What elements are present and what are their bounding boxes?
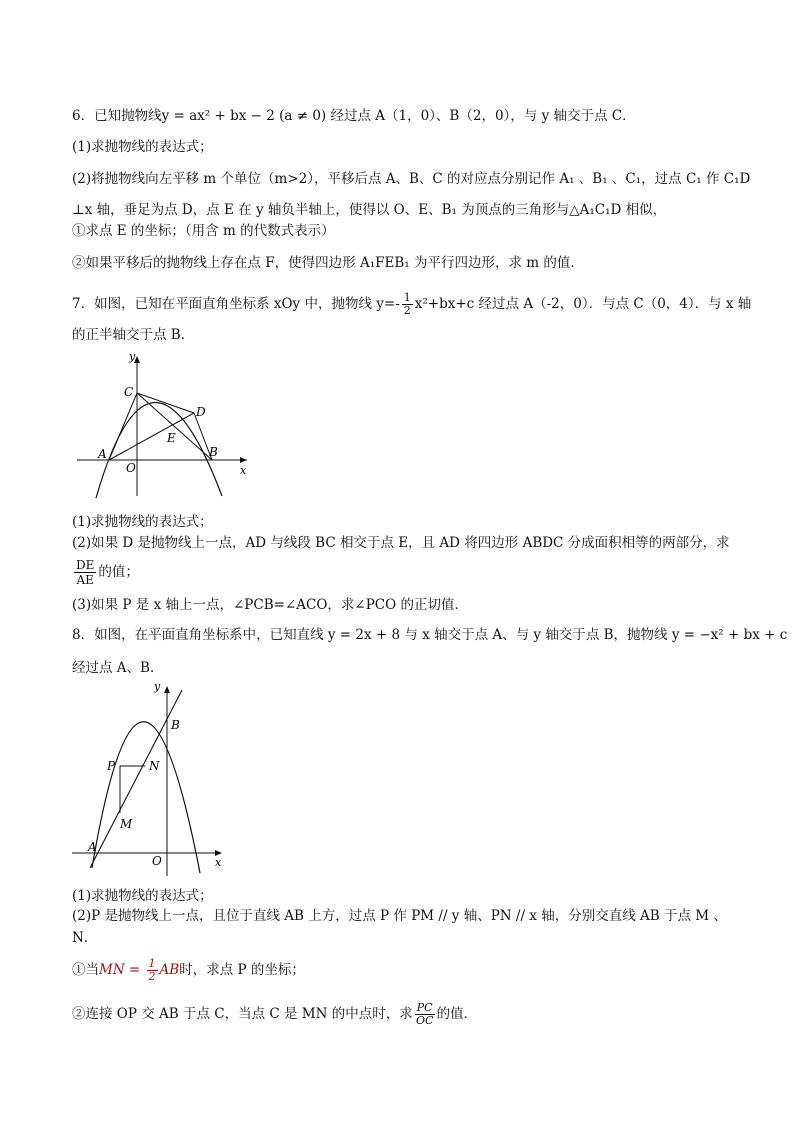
q8-sub1-frac-num: 1 bbox=[148, 957, 156, 970]
q7-part2-line1: (2)如果 D 是抛物线上一点，AD 与线段 BC 相交于点 E，且 AD 将四边形 ABDC 分成面积相等的两部分，求 bbox=[72, 535, 730, 551]
q7-stem-frac-num: 1 bbox=[403, 291, 411, 304]
q8-label-O: O bbox=[152, 854, 162, 868]
q7-stem-after: x²+bx+c 经过点 A（-2，0）．与点 C（0，4）．与 x 轴 bbox=[414, 296, 752, 312]
q8-label-M: M bbox=[120, 817, 133, 831]
q8-sub1-fraction bbox=[147, 958, 158, 983]
q7-label-y: y bbox=[129, 350, 136, 363]
q7-part2-frac-den: AE bbox=[76, 573, 94, 587]
q8-part1: (1)求抛物线的表达式； bbox=[72, 888, 213, 904]
q8-label-A: A bbox=[88, 840, 97, 854]
q8-stem-line2: 经过点 A、B． bbox=[72, 660, 164, 676]
q8-part2-sub1 bbox=[72, 958, 305, 983]
q6-part2-sub1: ①求点 E 的坐标；（用含 m 的代数式表示） bbox=[72, 223, 335, 239]
q8-label-B: B bbox=[171, 718, 180, 732]
q8-label-P: P bbox=[107, 759, 116, 773]
q8-sub2-before: ②连接 OP 交 AB 于点 C，当点 C 是 MN 的中点时，求 bbox=[72, 1006, 413, 1022]
q6-part1: (1)求抛物线的表达式； bbox=[72, 139, 213, 155]
q8-sub1-after: 时，求点 P 的坐标； bbox=[179, 962, 305, 978]
q7-stem-before: 7．如图，已知在平面直角坐标系 xOy 中，抛物线 y=- bbox=[72, 296, 400, 312]
q8-part2-sub2 bbox=[72, 1002, 477, 1027]
q7-x-arrow bbox=[240, 457, 247, 463]
q8-sub2-frac-den: OC bbox=[415, 1014, 434, 1027]
q8-sub1-frac-den: 2 bbox=[148, 970, 156, 983]
q6-part2-sub2: ②如果平移后的抛物线上存在点 F，使得四边形 A₁FEB₁ 为平行四边形，求 m 的值． bbox=[72, 255, 584, 271]
q7-label-O: O bbox=[126, 461, 136, 475]
q8-sub2-fraction bbox=[415, 1002, 435, 1027]
q7-stem-line1 bbox=[72, 292, 751, 317]
q8-sub1-red-b: AB bbox=[159, 962, 180, 978]
q6-part2-line1: (2)将抛物线向左平移 m 个单位（m>2），平移后点 A、B、C 的对应点分别记作 A₁ 、B₁ 、C₁，过点 C₁ 作 C₁D bbox=[72, 171, 751, 187]
q8-sub2-frac-num: PC bbox=[416, 1001, 433, 1014]
q8-parabola bbox=[92, 722, 200, 873]
q8-sub1-red-a: MN = bbox=[99, 962, 145, 978]
q8-part2-line2: N． bbox=[72, 930, 98, 946]
q8-figure bbox=[72, 678, 232, 878]
q8-part2-line1: (2)P 是抛物线上一点，且位于直线 AB 上方，过点 P 作 PM // y 轴、PN // x 轴，分别交直线 AB 于点 M 、 bbox=[72, 908, 727, 924]
q7-part1: (1)求抛物线的表达式； bbox=[72, 514, 213, 530]
q7-segment-CD bbox=[137, 393, 194, 413]
q7-figure bbox=[72, 348, 257, 498]
q7-label-D: D bbox=[196, 405, 206, 419]
q7-segment-AC bbox=[109, 393, 137, 460]
q7-segment-CB bbox=[137, 393, 212, 460]
q7-label-E: E bbox=[167, 431, 176, 445]
q7-label-A: A bbox=[98, 447, 107, 461]
q8-label-y: y bbox=[154, 680, 161, 693]
q7-stem-fraction bbox=[402, 292, 413, 317]
q6-part2-line2: ⊥x 轴，垂足为点 D，点 E 在 y 轴负半轴上，使得以 O、E、B₁ 为顶点的三角形与△A₁C₁D 相似， bbox=[72, 202, 667, 218]
q7-stem-line2: 的正半轴交于点 B． bbox=[72, 327, 195, 343]
q7-part2-fraction bbox=[74, 558, 96, 587]
q7-label-x: x bbox=[240, 464, 247, 477]
q8-stem-line1: 8．如图，在平面直角坐标系中，已知直线 y = 2x + 8 与 x 轴交于点 A、与 y 轴交于点 B，抛物线 y = −x² + bx + c bbox=[72, 627, 788, 643]
q7-stem-frac-den: 2 bbox=[403, 304, 411, 317]
q8-y-arrow bbox=[164, 686, 170, 693]
q8-sub1-before: ①当 bbox=[72, 962, 99, 978]
q8-line-AB bbox=[90, 690, 182, 868]
q7-label-B: B bbox=[209, 445, 218, 459]
q7-segment-AD bbox=[109, 413, 194, 460]
q7-part2-tail: 的值； bbox=[98, 564, 139, 580]
q7-part3: (3)如果 P 是 x 轴上一点，∠PCB=∠ACO，求∠PCO 的正切值． bbox=[72, 597, 468, 613]
q8-label-x: x bbox=[215, 856, 222, 869]
q7-part2-frac-num: DE bbox=[76, 558, 95, 572]
q7-label-C: C bbox=[124, 385, 134, 399]
q8-sub2-after: 的值． bbox=[436, 1006, 478, 1022]
q7-part2-line2 bbox=[72, 558, 139, 587]
q8-label-N: N bbox=[149, 759, 160, 773]
q6-stem: 6．已知抛物线y = ax² + bx − 2 (a ≠ 0) 经过点 A（1，0）、B（2，0），与 y 轴交于点 C． bbox=[72, 108, 636, 124]
